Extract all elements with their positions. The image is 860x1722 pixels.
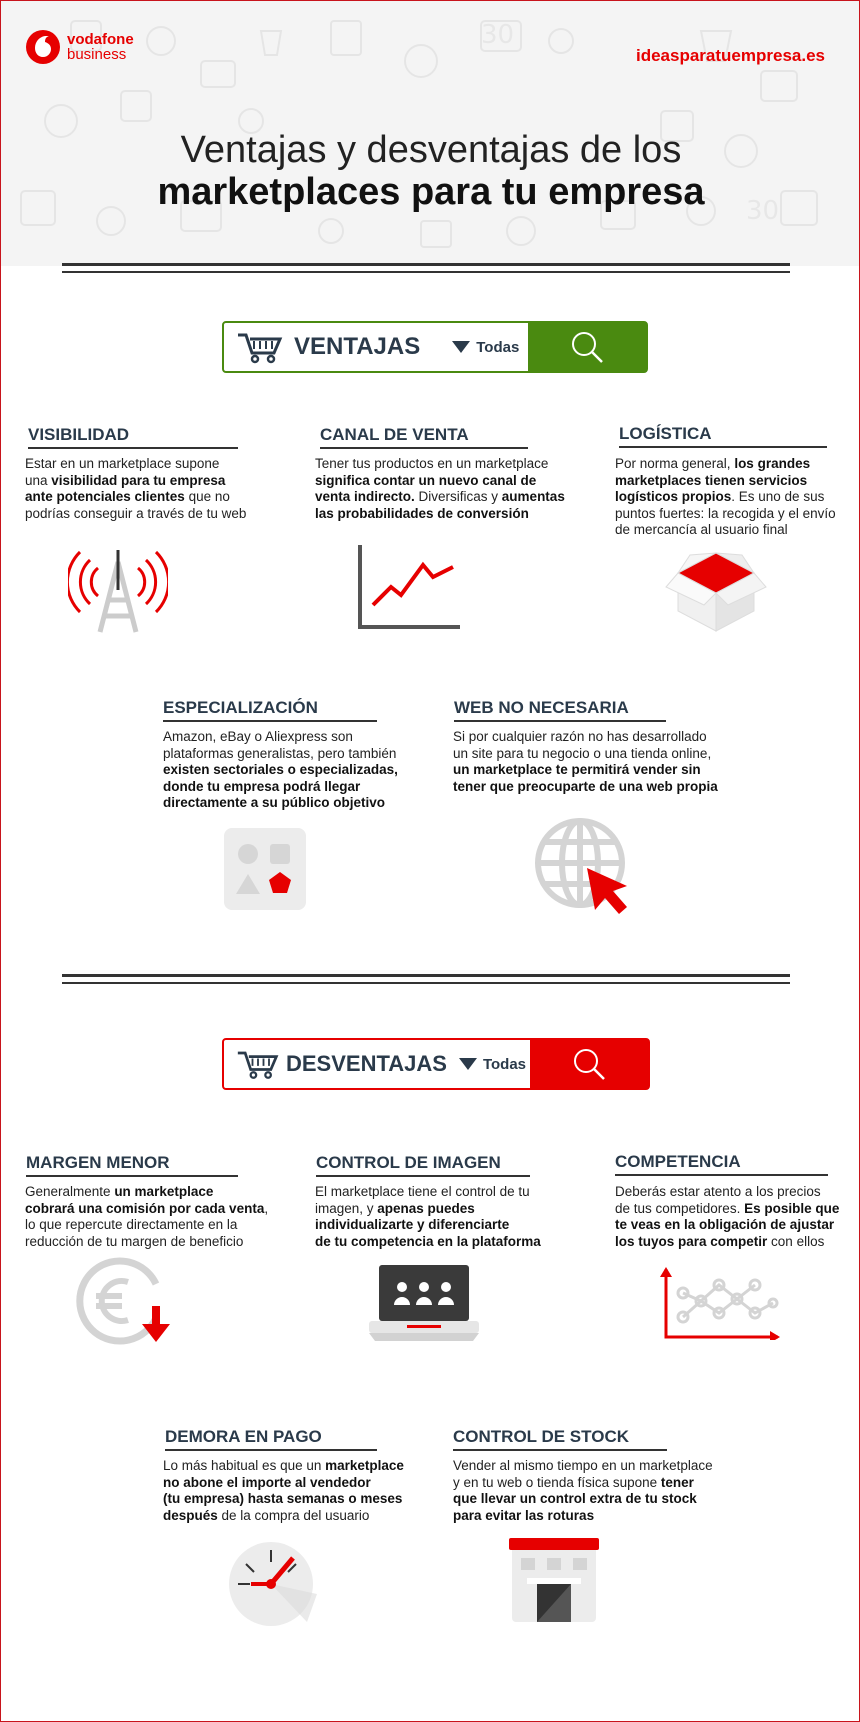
divider-top-2 xyxy=(62,271,790,273)
svg-text:30: 30 xyxy=(481,20,515,50)
desventajas-searchbar[interactable] xyxy=(222,1038,650,1090)
desventajas-label: DESVENTAJAS xyxy=(286,1051,447,1076)
divider-middle-2 xyxy=(62,982,790,984)
control-imagen-title: CONTROL DE IMAGEN xyxy=(316,1153,530,1177)
demora-pago-title: DEMORA EN PAGO xyxy=(165,1427,377,1451)
divider-top xyxy=(62,263,790,266)
cart-icon xyxy=(236,330,284,364)
ventajas-filter-value: Todas xyxy=(476,338,520,356)
laptop-icon xyxy=(369,1265,479,1345)
visibilidad-title: VISIBILIDAD xyxy=(28,425,238,449)
search-icon xyxy=(572,1047,606,1081)
logistica-text: Por norma general, los grandes marketplaces tienen servicios logísticos propios. Es uno de sus puntos fuertes: la recogida y el envío de mercancía al usuario final xyxy=(615,456,836,537)
ventajas-label: VENTAJAS xyxy=(294,333,421,360)
site-link[interactable]: ideasparatuempresa.es xyxy=(636,46,825,65)
brand-name: vodafone xyxy=(67,31,134,48)
canal-venta-title: CANAL DE VENTA xyxy=(320,425,528,449)
demora-pago-text: Lo más habitual es que un marketplace no abone el importe al vendedor (tu empresa) hasta semanas o meses después de la compra del usuario xyxy=(163,1458,404,1523)
store-icon xyxy=(509,1538,599,1624)
page-title-line1: Ventajas y desventajas de los xyxy=(180,129,682,171)
competencia-title: COMPETENCIA xyxy=(615,1152,828,1176)
web-no-necesaria-text: Si por cualquier razón no has desarrollado un site para tu negocio o una tienda online, un marketplace te permitirá vender sin tener que preocuparte de una web propia xyxy=(453,729,718,794)
vodafone-logo[interactable] xyxy=(25,29,134,65)
canal-venta-text: Tener tus productos en un marketplace significa contar un nuevo canal de venta indirecto. Diversificas y aumentas las probabilidades de conversión xyxy=(315,456,565,521)
control-imagen-text: El marketplace tiene el control de tu imagen, y apenas puedes individualizarte y diferenciarte de tu competencia en la plataforma xyxy=(315,1184,541,1249)
ventajas-filter-dropdown[interactable] xyxy=(452,339,519,356)
margen-menor-title: MARGEN MENOR xyxy=(26,1153,238,1177)
visibilidad-text: Estar en un marketplace supone una visibilidad para tu empresa ante potenciales clientes que no podrías conseguir a través de tu web xyxy=(25,456,247,521)
ventajas-search-button[interactable] xyxy=(528,323,646,371)
desventajas-filter-dropdown[interactable] xyxy=(459,1056,526,1073)
divider-middle xyxy=(62,974,790,977)
euro-down-icon xyxy=(74,1256,176,1348)
globe-cursor-icon xyxy=(535,818,635,918)
brand-subname: business xyxy=(67,46,127,63)
line-chart-icon xyxy=(355,545,460,631)
especializacion-title: ESPECIALIZACIÓN xyxy=(163,698,377,722)
especializacion-text: Amazon, eBay o Aliexpress son plataformas generalistas, pero también existen sectoriales o especializadas, donde tu empresa podrá llegar directamente a su público objetivo xyxy=(163,729,398,810)
antenna-icon xyxy=(68,540,168,635)
desventajas-filter-value: Todas xyxy=(482,1055,527,1073)
logistica-title: LOGÍSTICA xyxy=(619,424,827,448)
box-icon xyxy=(663,545,768,635)
hero-banner xyxy=(1,1,859,266)
scatter-chart-icon xyxy=(657,1265,782,1340)
control-stock-title: CONTROL DE STOCK xyxy=(453,1427,667,1451)
cart-icon xyxy=(236,1048,280,1080)
web-no-necesaria-title: WEB NO NECESARIA xyxy=(454,698,666,722)
triangle-down-icon xyxy=(452,341,470,353)
svg-text:30: 30 xyxy=(746,196,780,226)
clock-icon xyxy=(226,1540,318,1628)
control-stock-text: Vender al mismo tiempo en un marketplace y en tu web o tienda física supone tener que llevar un control extra de tu stock para evitar las roturas xyxy=(453,1458,713,1523)
desventajas-search-button[interactable] xyxy=(530,1040,648,1088)
ventajas-searchbar[interactable] xyxy=(222,321,648,373)
vodafone-speechmark-icon xyxy=(25,29,61,65)
margen-menor-text: Generalmente un marketplace cobrará una comisión por cada venta, lo que repercute directamente en la reducción de tu margen de beneficio xyxy=(25,1184,269,1249)
page-title-line2: marketplaces para tu empresa xyxy=(157,171,705,213)
competencia-text: Deberás estar atento a los precios de tus competidores. Es posible que te veas en la obligación de ajustar los tuyos para competir con ellos xyxy=(615,1184,840,1249)
triangle-down-icon xyxy=(459,1058,477,1070)
shapes-icon xyxy=(224,828,306,910)
search-icon xyxy=(570,330,604,364)
